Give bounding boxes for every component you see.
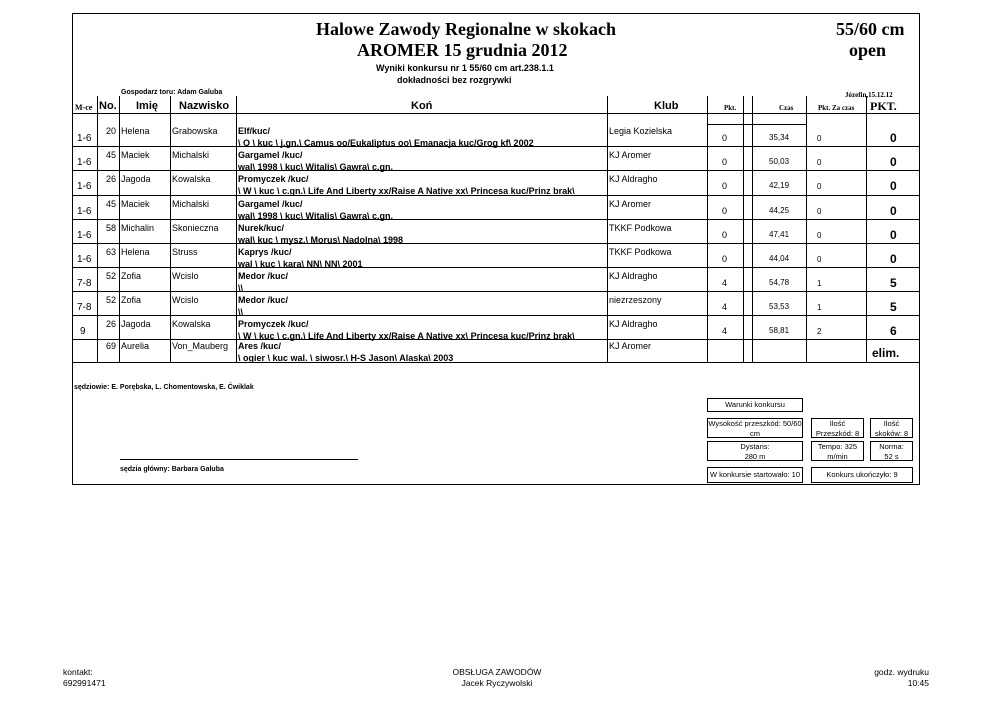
row-first-name: Helena [121,247,150,257]
row-number: 69 [106,341,117,351]
row-time: 35,34 [769,133,790,142]
head-judge: sędzia główny: Barbara Galuba [120,466,224,473]
row-place: 1-6 [77,254,92,265]
conditions-tempo [811,441,864,461]
row-last-name: Grabowska [172,126,218,136]
row-points: 0 [722,181,728,191]
grid-col [707,96,708,362]
row-horse-details: \ O \ kuc \ j.gn.\ Camus oo/Eukaliptus oo\ Emanacja kuc/Grog kf\ 2002 [238,138,534,148]
row-total: 6 [890,324,897,338]
row-time-points: 0 [817,134,822,143]
competition-info: Wyniki konkursu nr 1 55/60 cm art.238.1.1 [376,63,554,73]
footer-contact-phone: 692991471 [63,678,106,688]
row-club: TKKF Podkowa [609,247,672,257]
row-first-name: Maciek [121,150,150,160]
header-line [72,113,920,114]
grid-col [119,96,120,362]
row-first-name: Maciek [121,199,150,209]
conditions-norma-text: Norma: 52 s [879,442,904,461]
footer-service [449,667,545,689]
conditions-tempo-text: Tempo: 325 m/min [817,442,858,461]
footer-contact [63,667,106,689]
row-horse: Medor /kuc/ [238,295,289,305]
conditions-distance-text: Dystans: 280 m [740,442,770,461]
signature-line [120,459,358,460]
row-time-points: 0 [817,255,822,264]
col-mce: M-ce [75,103,93,112]
row-number: 20 [106,126,117,136]
row-number: 52 [106,271,117,281]
row-time: 54,78 [769,278,790,287]
row-last-name: Kowalska [172,319,211,329]
row-place: 7-8 [77,278,92,289]
grid-col [236,96,237,362]
row-points: 0 [722,133,728,143]
row-last-name: Wcislo [172,271,199,281]
col-klub: Klub [654,100,679,112]
col-czas: Czas [779,104,794,112]
row-number: 45 [106,199,117,209]
row-first-name: Aurelia [121,341,150,351]
judges: sędziowie: E. Porębska, L. Chomentowska, E. Ćwiklak [74,384,254,391]
row-horse-details: \ W \ kuc \ c.gn.\ Life And Liberty xx/Raise A Native xx\ Princesa kuc/Prinz brak\ [238,186,575,196]
row-horse: Medor /kuc/ [238,271,289,281]
conditions-obstacles-text: Ilość Przeszkód: 8 [815,419,860,438]
row-horse: Elf/kuc/ [238,126,271,136]
row-total: 0 [890,131,897,145]
row-time-points: 0 [817,158,822,167]
row-horse-details: \\ [238,283,244,293]
row-first-name: Zofia [121,295,142,305]
col-imie: Imię [136,100,159,112]
row-first-name: Zofia [121,271,142,281]
grid-col [743,96,744,362]
row-first-name: Jagoda [121,319,151,329]
row-horse: Ares /kuc/ [238,341,282,351]
conditions-title [707,398,803,412]
row-club: KJ Aromer [609,150,652,160]
conditions-distance [707,441,803,461]
row-club: KJ Aromer [609,341,652,351]
conditions-started-text: W konkursie startowało: 10 [709,470,801,479]
footer-print-label: godz. wydruku [874,667,929,677]
conditions-jumps-text: Ilość skoków: 8 [874,419,909,438]
row-total: 0 [890,228,897,242]
row-total: 0 [890,179,897,193]
row-total: 0 [890,252,897,266]
row-last-name: Michalski [172,150,210,160]
row-time: 53,53 [769,302,790,311]
row-number: 45 [106,150,117,160]
conditions-finished [811,467,913,483]
col-pkt: Pkt. [724,104,737,112]
row-separator [72,243,920,244]
footer-service-name: Jacek Ryczywolski [461,678,533,688]
conditions-started [707,467,803,483]
row-place: 1-6 [77,181,92,192]
event-subtitle: AROMER 15 grudnia 2012 [357,40,568,60]
row-place: 1-6 [77,230,92,241]
row-time-points: 0 [817,182,822,191]
row-separator [72,219,920,220]
row-number: 58 [106,223,117,233]
row-club: KJ Aldragho [609,174,658,184]
footer-print [860,667,929,689]
row-first-name: Jagoda [121,174,151,184]
row-place: 7-8 [77,302,92,313]
row-points: 4 [722,278,728,288]
col-nazwisko: Nazwisko [179,100,230,112]
col-pkt-za-czas: Pkt. Za czas [818,104,855,112]
row-horse-details: \ ogier \ kuc wal. \ siwosr.\ H-S Jason\ Alaska\ 2003 [238,353,454,363]
row-first-name: Helena [121,126,150,136]
conditions-obstacles [811,418,864,438]
row-club: KJ Aldragho [609,319,658,329]
date-place: Józefin,15.12.12 [845,91,893,99]
row-last-name: Von_Mauberg [172,341,229,351]
col-no: No. [99,100,117,112]
grid-col [170,96,171,362]
row-points: 0 [722,254,728,264]
row-time-points: 1 [817,279,822,288]
row-time-points: 0 [817,231,822,240]
row-separator [72,267,920,268]
row-total: 0 [890,155,897,169]
row-last-name: Wcislo [172,295,199,305]
conditions-height [707,418,803,438]
row-total: 5 [890,300,897,314]
table-bottom-line [72,362,920,363]
row-total: 5 [890,276,897,290]
grid-col [866,96,867,362]
class-type: open [849,40,887,60]
row-club: TKKF Podkowa [609,223,672,233]
row-points: 4 [722,302,728,312]
row-time: 47,41 [769,230,790,239]
row-horse: Promyczek /kuc/ [238,319,309,329]
row-number: 63 [106,247,117,257]
conditions-title-text: Warunki konkursu [725,400,785,409]
row-club: KJ Aldragho [609,271,658,281]
row-points: 0 [722,206,728,216]
row-horse: Nurek/kuc/ [238,223,285,233]
grid-col [97,96,98,362]
row-horse-details: wal\ 1998 \ kuc\ Witalis\ Gawra\ c.gn. [238,162,393,172]
header-subline [707,124,806,125]
row-number: 26 [106,174,117,184]
row-last-name: Struss [172,247,198,257]
competition-type: dokładności bez rozgrywki [397,75,512,85]
row-separator [72,315,920,316]
row-points: 4 [722,326,728,336]
row-place: 1-6 [77,157,92,168]
row-time-points: 2 [817,327,822,336]
row-first-name: Michalin [121,223,155,233]
row-place: 1-6 [77,133,92,144]
row-horse: Gargamel /kuc/ [238,150,303,160]
row-horse: Promyczek /kuc/ [238,174,309,184]
row-time-points: 0 [817,207,822,216]
conditions-height-text: Wysokość przeszkód: 50/60 cm [708,419,802,438]
row-place: 9 [80,326,86,337]
row-separator [72,291,920,292]
conditions-finished-text: Konkurs ukończyło: 9 [826,470,898,479]
row-horse-details: \\ [238,307,244,317]
row-time-points: 1 [817,303,822,312]
row-horse-details: \ W \ kuc \ c.gn.\ Life And Liberty xx/Raise A Native xx\ Princesa kuc/Prinz brak\ [238,331,575,341]
row-time: 58,81 [769,326,790,335]
footer-service-label: OBSŁUGA ZAWODÓW [452,667,542,677]
footer-print-time: 10:45 [907,678,929,688]
grid-col [806,96,807,362]
row-place: 1-6 [77,206,92,217]
row-club: niezrzeszony [609,295,662,305]
row-separator [72,170,920,171]
grid-col [752,96,753,362]
row-time: 44,25 [769,206,790,215]
conditions-jumps [870,418,913,438]
col-pkt-total: PKT. [870,99,897,113]
event-title: Halowe Zawody Regionalne w skokach [316,19,617,39]
row-points: 0 [722,230,728,240]
row-points: 0 [722,157,728,167]
row-horse-details: wal \ kuc \ kara\ NN\ NN\ 2001 [238,259,363,269]
row-horse-details: wal\ 1998 \ kuc\ Witalis\ Gawra\ c.gn. [238,211,393,221]
row-total: elim. [872,346,900,360]
row-horse: Kaprys /kuc/ [238,247,292,257]
row-time: 44,04 [769,254,790,263]
row-time: 50,03 [769,157,790,166]
row-horse: Gargamel /kuc/ [238,199,303,209]
row-last-name: Michalski [172,199,210,209]
row-number: 26 [106,319,117,329]
course-host: Gospodarz toru: Adam Galuba [121,89,223,96]
row-total: 0 [890,204,897,218]
conditions-norma [870,441,913,461]
row-number: 52 [106,295,117,305]
class-height: 55/60 cm [836,19,905,39]
col-kon: Koń [411,100,433,112]
row-time: 42,19 [769,181,790,190]
row-club: Legia Kozielska [609,126,673,136]
grid-col [607,96,608,362]
row-last-name: Kowalska [172,174,211,184]
row-club: KJ Aromer [609,199,652,209]
row-horse-details: wal\ kuc \ mysz.\ Morus\ Nadolna\ 1998 [238,235,404,245]
footer-contact-label: kontakt: [63,667,93,677]
row-last-name: Skonieczna [172,223,219,233]
